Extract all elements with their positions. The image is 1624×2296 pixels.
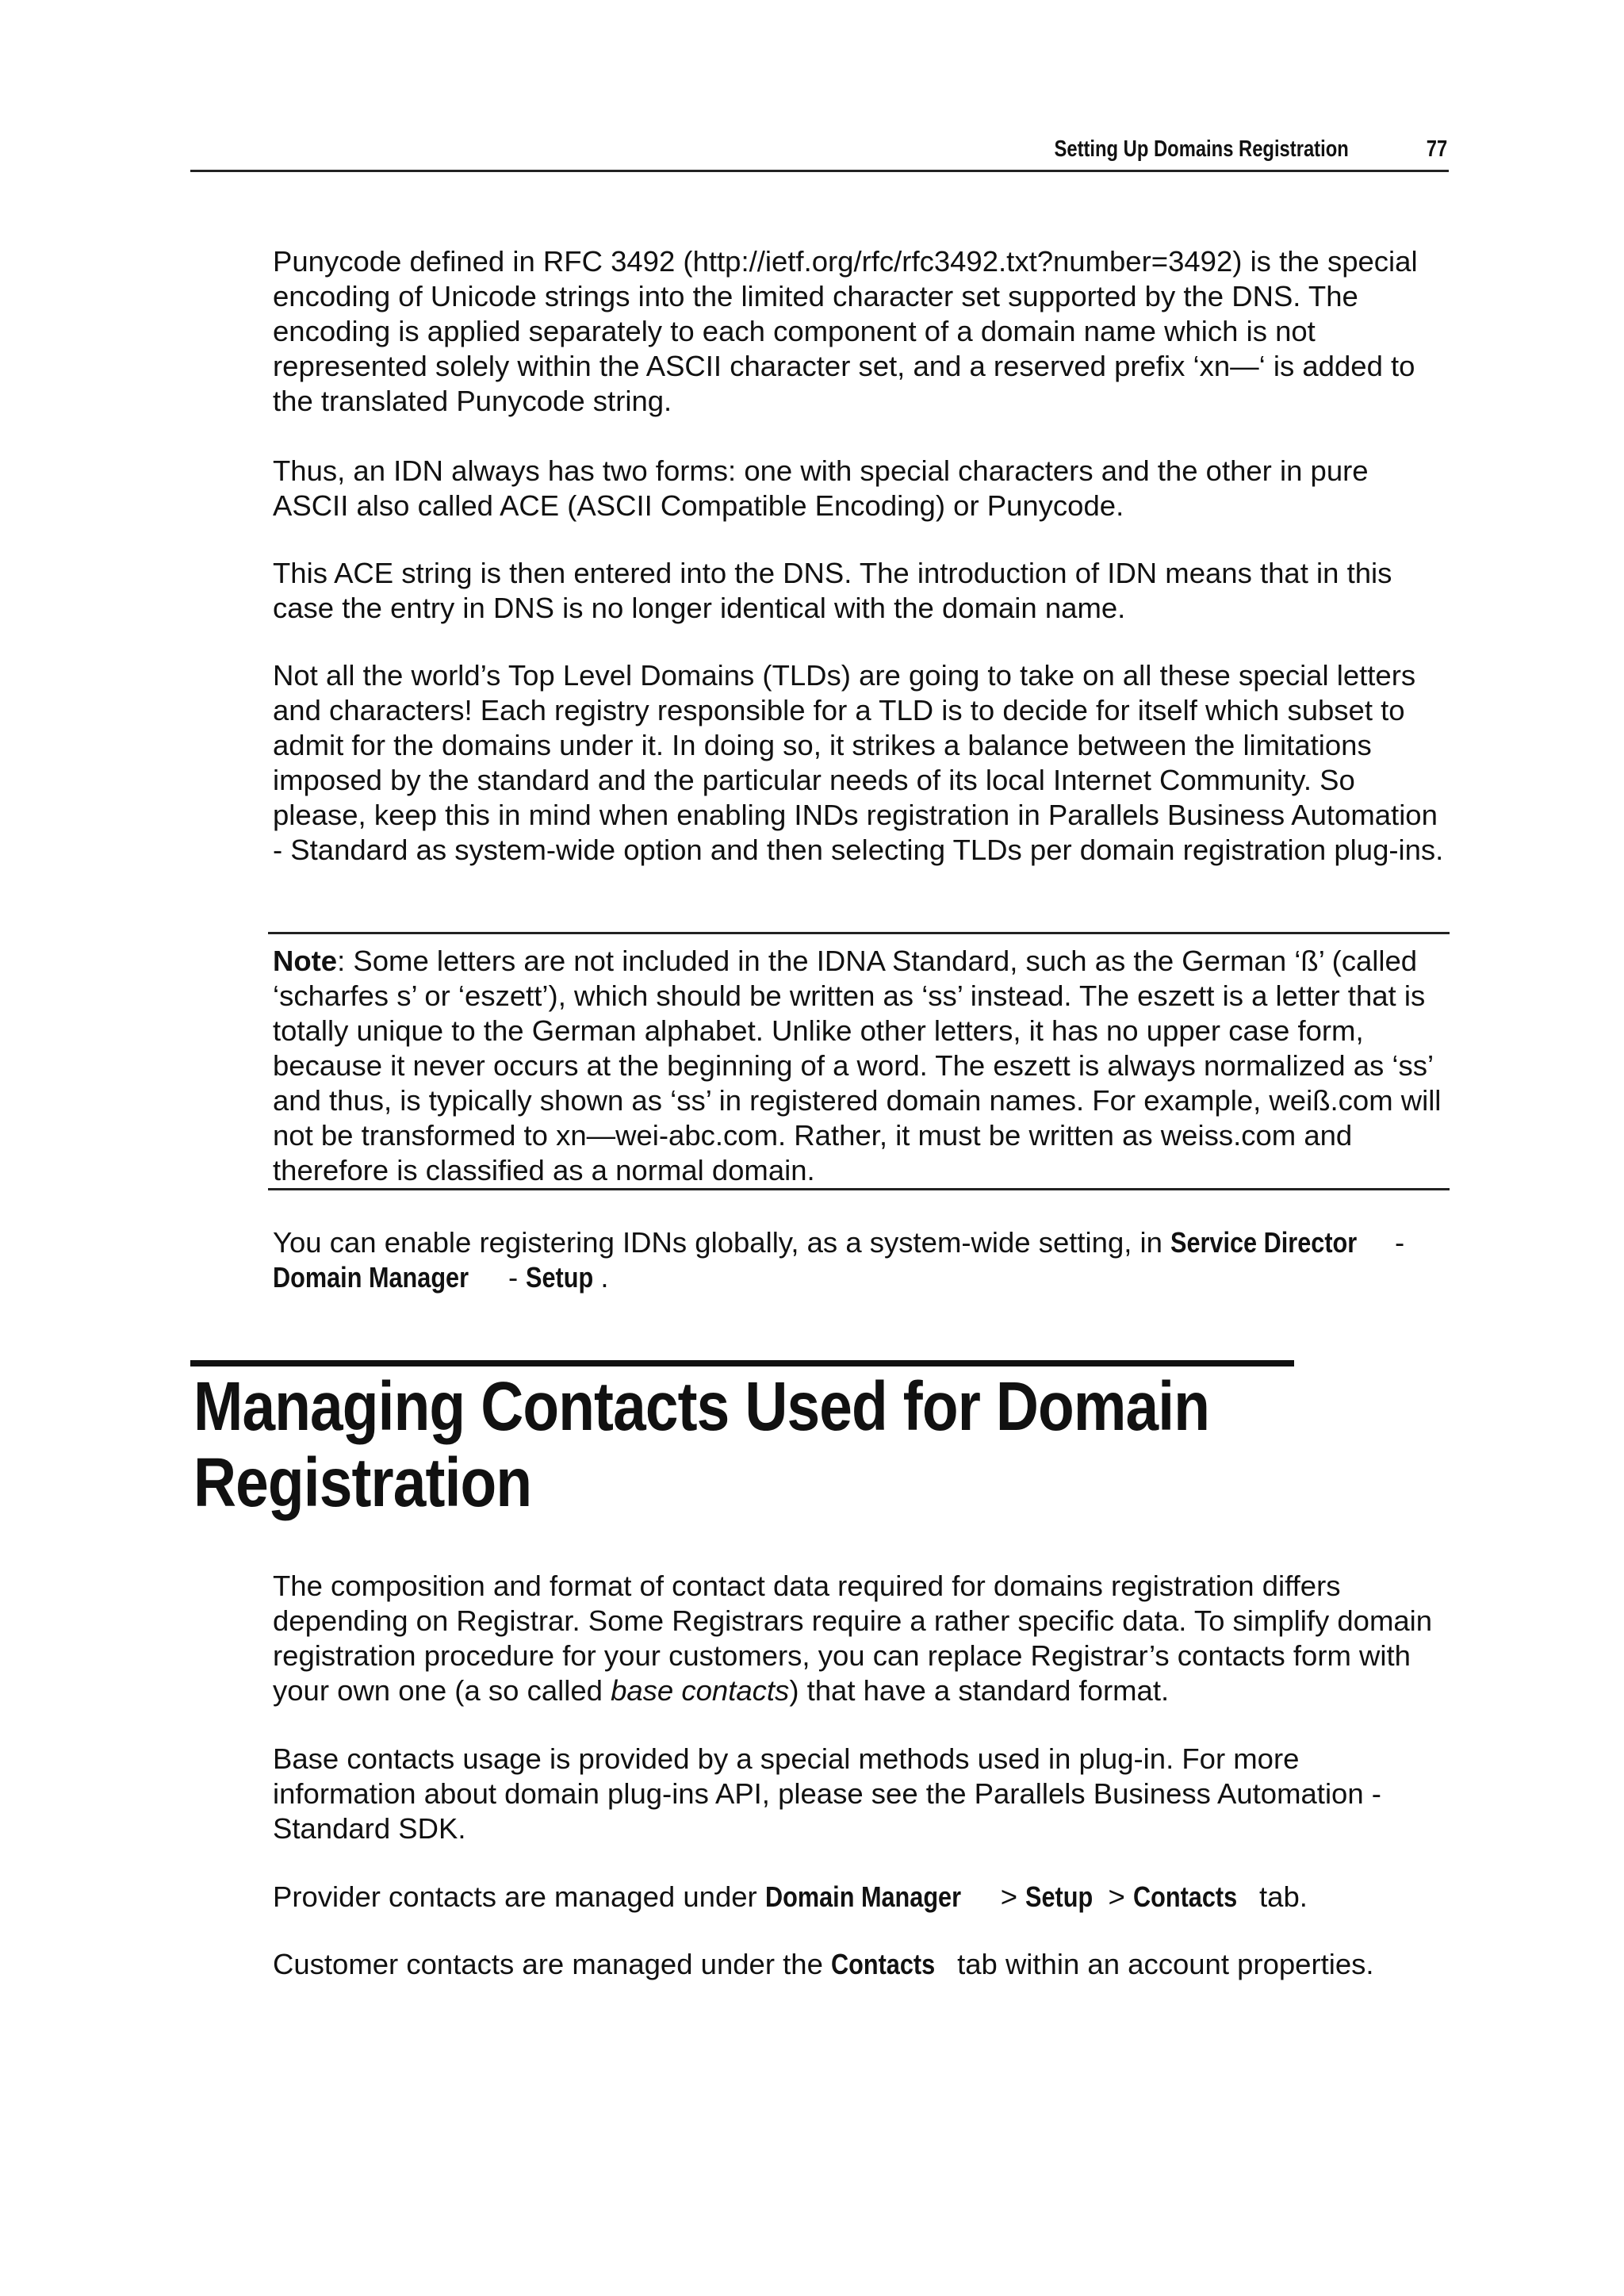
intro-paragraph-2 (273, 454, 1446, 523)
customer-text-end: tab within an account properties. (948, 1948, 1374, 1980)
customer-text: Customer contacts are managed under the (273, 1948, 832, 1980)
intro-paragraph-4 (273, 658, 1446, 868)
note-text: : Some letters are not included in the IDNA Standard, such as the German ‘ß’ (called ‘scharfes s’ or ‘eszett’), which should be written as ‘ss’ instead. The eszett is a letter that is totally unique to the German alphabet. Unlike other letters, it has no upper case form, because it never occurs at the beginning of a word. The eszett is always normalized as ‘ss’ and thus, is typically shown as ‘ss’ in registered domain names. For example, weiß.com will not be transformed to xn—wei-abc.com. Rather, it must be written as weiss.com and therefore is classified as a normal domain. (273, 945, 1442, 1186)
page-header (190, 133, 1449, 172)
section-heading: Managing Contacts Used for Domain Registration (193, 1368, 1210, 1521)
paragraph-punycode: Punycode defined in RFC 3492 (http://ietf.org/rfc/rfc3492.txt?number=3492) is the special encoding of Unicode strings into the limited character set supported by the DNS. The encoding is applied separately to each component of a domain name which is not represented solely within the ASCII character set, and a reserved prefix ‘xn—‘ is added to the translated Punycode string. (273, 245, 1418, 417)
section-divider (190, 1360, 1294, 1366)
intro-paragraph-1 (273, 244, 1446, 419)
ui-contacts-tab: Contacts (1132, 1880, 1238, 1913)
paragraph-ace-string: This ACE string is then entered into the DNS. The introduction of IDN means that in this case the entry in DNS is no longer identical with the domain name. (273, 557, 1392, 624)
note-box (268, 932, 1450, 1190)
ui-domain-manager: Domain Manager (273, 1261, 469, 1294)
paragraph-idn-forms: Thus, an IDN always has two forms: one with special characters and the other in pure ASCII also called ACE (ASCII Compatible Encoding) or Punycode. (273, 454, 1369, 522)
ui-service-director: Service Director (1170, 1226, 1358, 1259)
base-contacts-usage: Base contacts usage is provided by a special methods used in plug-in. For more information about domain plug-ins API, please see the Parallels Business Automation - Standard SDK. (273, 1742, 1381, 1845)
separator: - (500, 1261, 527, 1294)
ui-setup: Setup (1025, 1880, 1094, 1913)
note-label: Note (273, 945, 338, 977)
customer-contacts-paragraph (273, 1947, 1446, 1982)
provider-contacts-paragraph (273, 1880, 1446, 1915)
separator: > (1100, 1880, 1133, 1913)
intro-paragraph-3 (273, 556, 1446, 626)
enable-idn-paragraph (273, 1225, 1446, 1295)
ui-contacts-tab: Contacts (831, 1948, 936, 1980)
base-contacts-emphasis: base contacts (611, 1674, 790, 1707)
running-header-title: Setting Up Domains Registration (1054, 136, 1349, 162)
separator: > (992, 1880, 1026, 1913)
paragraph-tlds: Not all the world’s Top Level Domains (TLDs) are going to take on all these special letters and characters! Each registry responsible for a TLD is to decide for itself which subset to admit for the domains under it. In doing so, it strikes a balance between the limitations imposed by the standard and the particular needs of its local Internet Community. So please, keep this in mind when enabling INDs registration in Parallels Business Automation - Standard as system-wide option and then selecting TLDs per domain registration plug-ins. (273, 659, 1444, 866)
ui-domain-manager: Domain Manager (764, 1880, 961, 1913)
contacts-text: The composition and format of contact data required for domains registration differs depending on Registrar. Some Registrars require a rather specific data. To simplify domain registration procedure for your customers, you can replace Registrar’s contacts form with your own one (a so called (273, 1570, 1433, 1707)
provider-text: Provider contacts are managed under (273, 1880, 765, 1913)
provider-text-end: tab. (1251, 1880, 1308, 1913)
contacts-paragraph-2 (273, 1742, 1446, 1846)
page-number: 77 (1426, 136, 1447, 162)
separator: - (1386, 1226, 1405, 1259)
enable-idn-text: You can enable registering IDNs globally, as a system-wide setting, in (273, 1226, 1171, 1259)
period: . (600, 1261, 609, 1294)
ui-setup: Setup (526, 1261, 594, 1294)
contacts-paragraph-1 (273, 1569, 1446, 1708)
contacts-text-end: ) that have a standard format. (789, 1674, 1170, 1707)
